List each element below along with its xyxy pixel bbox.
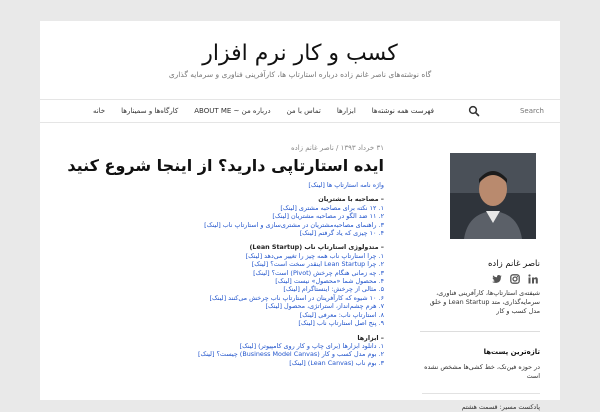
list-item[interactable]: ۳. بوم ناب (Lean Canvas) [لینک] — [289, 358, 384, 367]
list-item[interactable]: ۱. چرا استارتاپ ناب همه چیز را تغییر می‌دهد [لینک] — [245, 251, 384, 260]
nav-item-contact[interactable]: تماس با من — [286, 107, 321, 115]
section-heading: – مصاحبه با مشتریان — [318, 195, 384, 204]
nav-items — [93, 100, 434, 122]
avatar — [450, 153, 536, 239]
nav-item-tools[interactable]: ابزارها — [336, 107, 356, 115]
twitter-icon[interactable] — [492, 274, 502, 284]
search-input[interactable] — [482, 103, 546, 119]
list-item[interactable]: ۳. چه زمانی هنگام چرخش (Pivot) است؟ [لینک] — [253, 268, 384, 277]
main-nav — [40, 99, 560, 123]
list-item[interactable]: ۲. بوم مدل کسب و کار (Business Model Canvas) چیست؟ [لینک] — [197, 350, 384, 359]
list-item[interactable]: ۱. ۱۲ نکته برای مصاحبه مشتری [لینک] — [280, 203, 384, 212]
list-item[interactable]: ۸. استارتاپ ناب: معرفی [لینک] — [299, 310, 384, 319]
page — [40, 21, 560, 411]
sidebar-divider — [420, 331, 540, 332]
list-item[interactable]: ۷. هرم چشم‌انداز، استراتژی، محصول [لینک] — [265, 302, 384, 311]
nav-item-home[interactable]: خانه — [92, 107, 106, 115]
author-name: ناصر غانم زاده — [487, 259, 540, 269]
post-meta: ۳۱ خرداد ۱۳۹۳ / ناصر غانم زاده — [290, 144, 384, 152]
site-title[interactable]: کسب و کار نرم افزار — [202, 41, 398, 66]
post-title[interactable]: ایده استارتاپی دارید؟ از اینجا شروع کنید — [67, 156, 384, 175]
site-description: گاه نوشته‌های ناصر غانم زاده درباره استارتاپ ها، کارآفرینی فناوری و سرمایه گذاری — [168, 70, 432, 79]
list-item[interactable]: ۴. محصول شما «محصول» نیست [لینک] — [275, 277, 384, 286]
instagram-icon[interactable] — [510, 274, 520, 284]
list-item[interactable]: ۶. ۱۰ شیوه که کارآفرینان در استارتاپ ناب چرخش می‌کنند [لینک] — [209, 293, 384, 302]
linkedin-icon[interactable] — [528, 274, 538, 284]
post-content — [174, 181, 384, 367]
list-item[interactable]: ۲. چرا Lean Startup اینقدر سخت است؟ [لینک] — [251, 260, 384, 269]
recent-post-link[interactable]: در حوزه فین‌تک، خط کشی‌ها مشخص نشده است — [424, 363, 540, 380]
list-item[interactable]: ۲. ۱۱ ضد الگو در مصاحبه مشتریان [لینک] — [272, 212, 384, 221]
recent-post-link[interactable]: پادکست مسیر: قسمت هشتم — [461, 403, 540, 411]
avatar-image — [450, 153, 536, 239]
list-item[interactable]: ۱. دانلود ابزارها (برای چاپ و کار روی کامپیوتر) [لینک] — [239, 341, 384, 350]
nav-item-about[interactable]: درباره من ~ ABOUT ME — [194, 107, 271, 115]
author-bio: شیفته‌ی استارتاپ‌ها، کارآفرینی فناوری، سرمایه‌گذاری، متد Lean Startup و خلق مدل کسب و کار — [429, 289, 540, 315]
nav-item-workshops[interactable]: کارگاه‌ها و سمینارها — [121, 107, 179, 115]
section-heading: – متدولوژی استارتاپ ناب (Lean Startup) — [249, 243, 384, 252]
widget-title: تازه‌ترین پست‌ها — [483, 348, 540, 356]
list-item[interactable]: ۴. ۱۰ چیزی که یاد گرفتم [لینک] — [299, 229, 384, 238]
social-links — [492, 274, 538, 284]
list-item[interactable]: ۹. پنج اصل استارتاپ ناب [لینک] — [298, 319, 384, 328]
search-icon[interactable] — [468, 105, 480, 117]
nav-item-all-posts[interactable]: فهرست همه نوشته‌ها — [371, 107, 434, 115]
list-item[interactable]: ۵. مثالی از چرخش: اینستاگرام [لینک] — [283, 285, 384, 294]
section-heading: – ابزارها — [357, 333, 384, 342]
glossary-link[interactable]: واژه نامه استارتاپ ها [لینک] — [308, 181, 384, 189]
widget-divider — [422, 393, 540, 394]
list-item[interactable]: ۳. راهنمای مصاحبه‌مشتریان در مشتری‌سازی و استارتاپ ناب [لینک] — [204, 220, 384, 229]
